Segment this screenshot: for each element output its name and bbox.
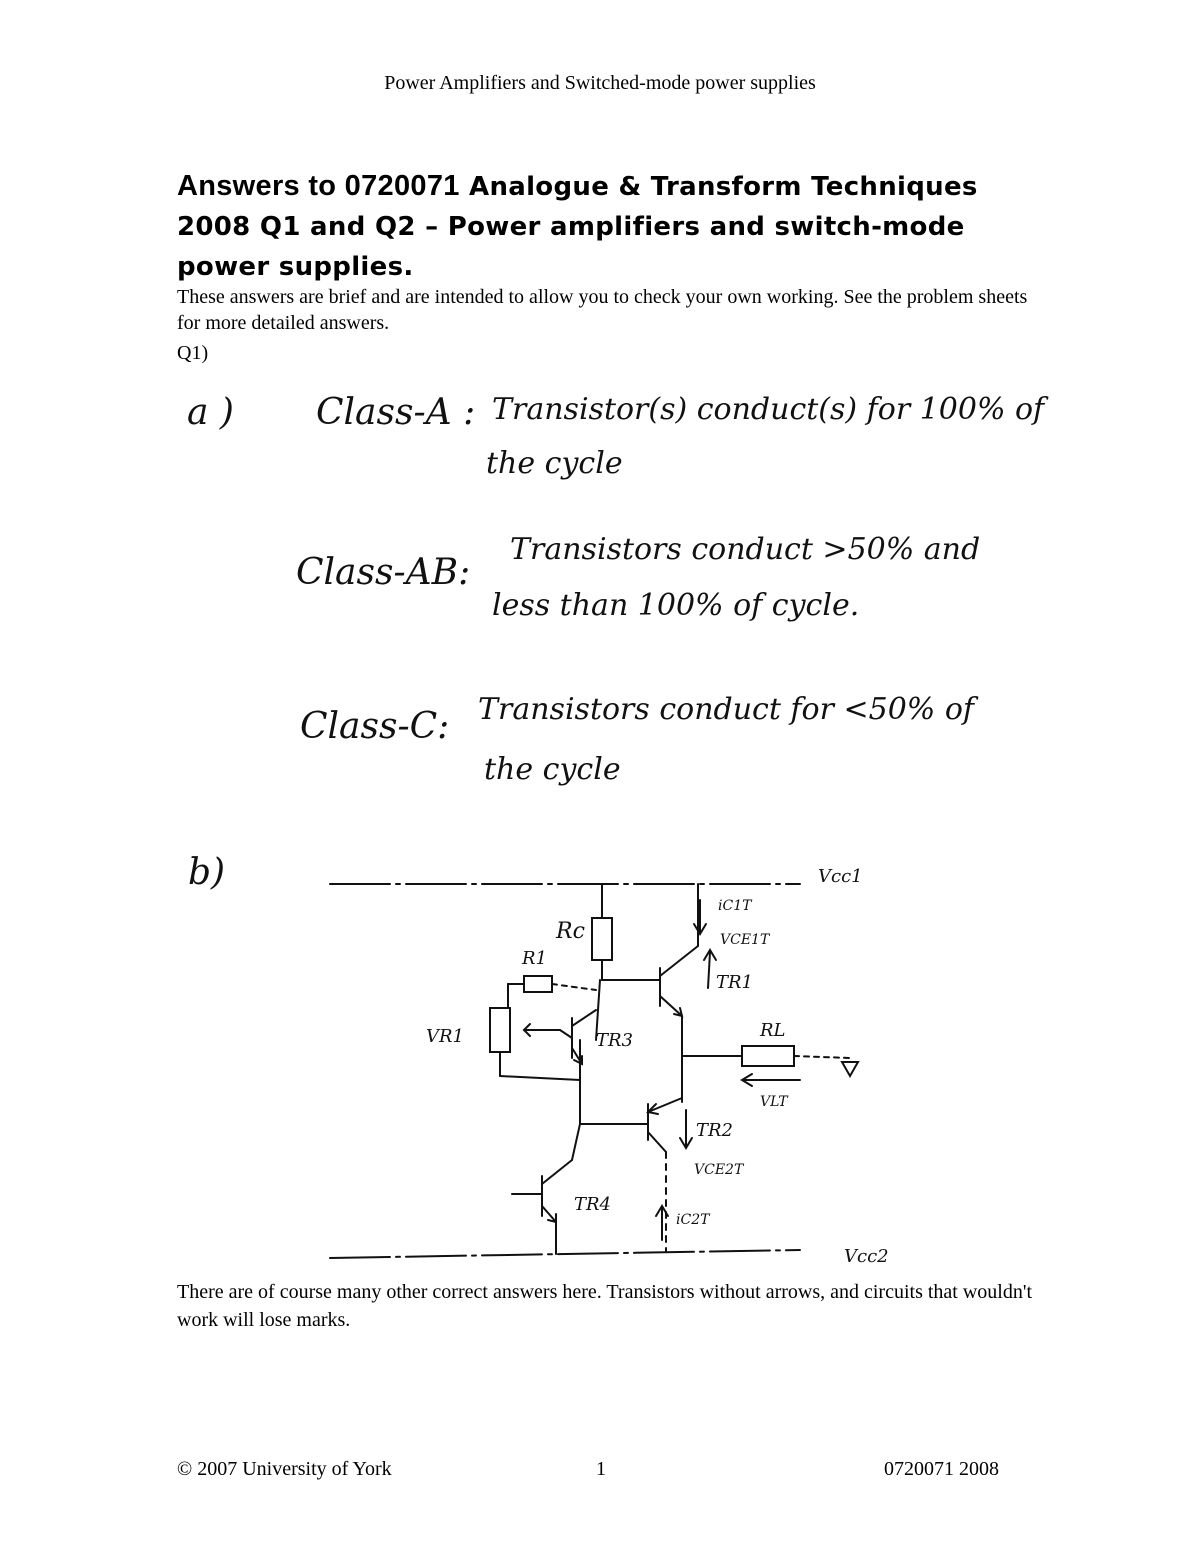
class-ab-line1: Transistors conduct >50% and — [510, 532, 981, 567]
ic1t-label: iC1T — [718, 898, 752, 914]
class-ab-name-text: Class-AB: — [296, 552, 471, 593]
vce1t-arrow-line — [708, 952, 710, 988]
class-ab-line2: less than 100% of cycle. — [492, 588, 860, 623]
class-c-line2: the cycle — [484, 752, 621, 787]
intro-paragraph: These answers are brief and are intended to allow you to check your own working. See the problem sheets for more detailed answers. — [177, 286, 1028, 334]
tr1-label: TR1 — [716, 972, 754, 993]
vlt-label: VLT — [760, 1094, 788, 1110]
class-c-line1: Transistors conduct for <50% of — [478, 692, 974, 727]
footer-page-number: 1 — [596, 1458, 606, 1480]
vce2t-label: VCE2T — [694, 1162, 744, 1178]
class-c-name: Class-C: — [300, 706, 450, 747]
page-title — [177, 166, 1037, 287]
vcc2-label: Vcc2 — [844, 1246, 889, 1267]
footer-code: 0720071 2008 — [884, 1458, 999, 1480]
question-label: Q1) — [177, 342, 209, 364]
rl-to-ground-wire — [794, 1056, 850, 1058]
title-lead: Answers to 0720071 — [177, 170, 460, 202]
r1-label: R1 — [522, 948, 548, 969]
ic2t-label: iC2T — [676, 1212, 710, 1228]
tr4-collector-leg — [542, 1160, 572, 1184]
vcc2-rail — [330, 1250, 800, 1258]
closing-paragraph: There are of course many other correct answers here. Transistors without arrows, and circuits that wouldn't work will lose marks. — [177, 1281, 1033, 1331]
vr1-resistor — [490, 1008, 510, 1052]
class-a-line1: Transistor(s) conduct(s) for 100% of — [492, 392, 1045, 427]
tr2-collector-leg — [648, 1132, 666, 1152]
rl-resistor — [742, 1046, 794, 1066]
title-rest: Analogue & Transform Techniques 2008 Q1 and Q2 – Power amplifiers and switch-mode power supplies. — [177, 172, 978, 282]
tr4-collector-wire — [572, 1124, 580, 1160]
r1-resistor — [524, 976, 552, 992]
r1-right-wire — [552, 984, 596, 990]
running-header: Power Amplifiers and Switched-mode power supplies — [384, 72, 816, 94]
class-a-name: Class-A : — [316, 392, 476, 433]
vr1-to-tr3-base — [560, 1030, 572, 1038]
rc-resistor — [592, 918, 612, 960]
ground-symbol — [842, 1062, 858, 1076]
vr1-label: VR1 — [426, 1026, 465, 1047]
tr3-label: TR3 — [596, 1030, 634, 1051]
tr1-emitter-leg — [660, 996, 682, 1016]
vr1-bottom-return — [500, 1076, 580, 1080]
tr2-emitter-leg — [648, 1098, 682, 1112]
footer-copyright: © 2007 University of York — [177, 1458, 392, 1480]
vce1t-label: VCE1T — [720, 932, 770, 948]
tr1-collector-leg — [660, 946, 698, 976]
tr4-label: TR4 — [574, 1194, 612, 1215]
amplifier-circuit-diagram — [290, 840, 930, 1280]
part-b-label: b) — [188, 852, 226, 893]
part-a-label: a ) — [187, 392, 234, 433]
tr3-collector-leg — [572, 1010, 596, 1026]
class-a-line2: the cycle — [486, 446, 623, 481]
rl-label: RL — [760, 1020, 786, 1041]
rc-label: Rc — [556, 919, 585, 944]
vcc1-label: Vcc1 — [818, 866, 863, 887]
tr2-label: TR2 — [696, 1120, 734, 1141]
